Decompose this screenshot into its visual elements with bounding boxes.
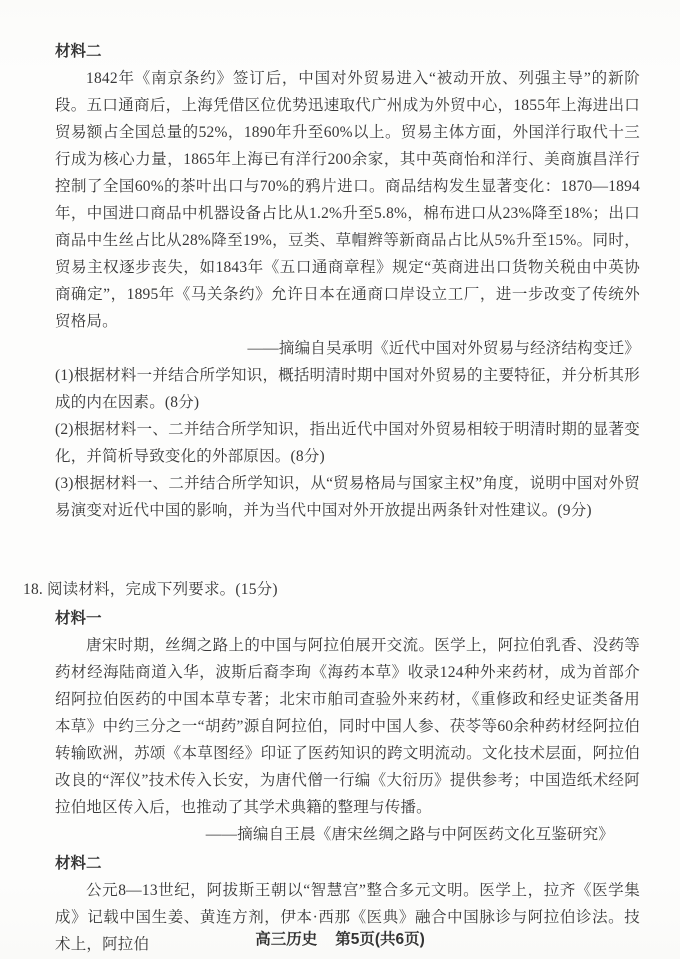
q18-material-one-paragraph: 唐宋时期，丝绸之路上的中国与阿拉伯展开交流。医学上，阿拉伯乳香、没药等药材经海陆商道入华，波斯后裔李珣《海药本草》收录124种外来药材，成为首部介绍阿拉伯医药的中国本草专著；北宋市舶司查验外来药材，《重修政和经史证类备用本草》中约三分之一“胡药”源自阿拉伯，同时中国人参、茯苓等60余种药材经阿拉伯转输欧洲，苏颂《本草图经》印证了医药知识的跨文明流动。文化技术层面，阿拉伯改良的“浑仪”技术传入长安，为唐代僧一行编《大衍历》提供参考；中国造纸术经阿拉伯地区传入后，也推动了其学术典籍的整理与传播。 bbox=[55, 637, 640, 816]
footer-course-title: 高三历史 bbox=[255, 931, 318, 948]
page-footer bbox=[0, 927, 680, 949]
q17-sub-question-1: (1)根据材料一并结合所学知识，概括明清时期中国对外贸易的主要特征，并分析其形成的内在因素。(8分) bbox=[55, 367, 640, 411]
q18-material-one-heading: 材料一 bbox=[55, 610, 102, 627]
q17-material-two-paragraph: 1842年《南京条约》签订后，中国对外贸易进入“被动开放、列强主导”的新阶段。五口通商后，上海凭借区位优势迅速取代广州成为外贸中心，1855年上海进出口贸易额占全国总量的52%，1890年升至60%以上。贸易主体方面，外国洋行取代十三行成为核心力量，1865年上海已有洋行200余家，其中英商怡和洋行、美商旗昌洋行控制了全国60%的茶叶出口与70%的鸦片进口。商品结构发生显著变化：1870—1894年，中国进口商品中机器设备占比从1.2%升至5.8%，棉布进口从23%降至18%；出口商品中生丝占比从28%降至19%，豆类、草帽辫等新商品占比从5%升至15%。同时，贸易主权逐步丧失，如1843年《五口通商章程》规定“英商进出口货物关税由中英协商确定”，1895年《马关条约》允许日本在通商口岸设立工厂，进一步改变了传统外贸格局。 bbox=[55, 70, 640, 330]
q18-number: 18. bbox=[23, 581, 43, 598]
q17-sub-question-3: (3)根据材料一、二并结合所学知识，从“贸易格局与国家主权”角度，说明中国对外贸易演变对近代中国的影响，并为当代中国对外开放提出两条针对性建议。(9分) bbox=[55, 475, 640, 519]
section-gap bbox=[55, 524, 640, 576]
q17-material-two-heading: 材料二 bbox=[55, 43, 102, 60]
q18-stem-text: 阅读材料，完成下列要求。(15分) bbox=[46, 581, 278, 598]
q17-sub-question-2: (2)根据材料一、二并结合所学知识，指出近代中国对外贸易相较于明清时期的显著变化，并简析导致变化的外部原因。(8分) bbox=[55, 421, 640, 465]
q18-material-one-source: ——摘编自王晨《唐宋丝绸之路与中阿医药文化互鉴研究》 bbox=[205, 826, 614, 843]
q18-material-two-paragraph: 公元8—13世纪，阿拔斯王朝以“智慧宫”整合多元文明。医学上，拉齐《医学集成》记载中国生姜、黄连方剂，伊本·西那《医典》融合中国脉诊与阿拉伯诊法。技术上，阿拉伯 bbox=[55, 882, 640, 953]
footer-page-number: 第5页(共6页) bbox=[335, 931, 425, 948]
q18-material-two-heading: 材料二 bbox=[55, 855, 102, 872]
q18-stem-line bbox=[23, 576, 640, 603]
q17-material-two-source: ——摘编自吴承明《近代中国对外贸易与经济结构变迁》 bbox=[247, 340, 640, 357]
